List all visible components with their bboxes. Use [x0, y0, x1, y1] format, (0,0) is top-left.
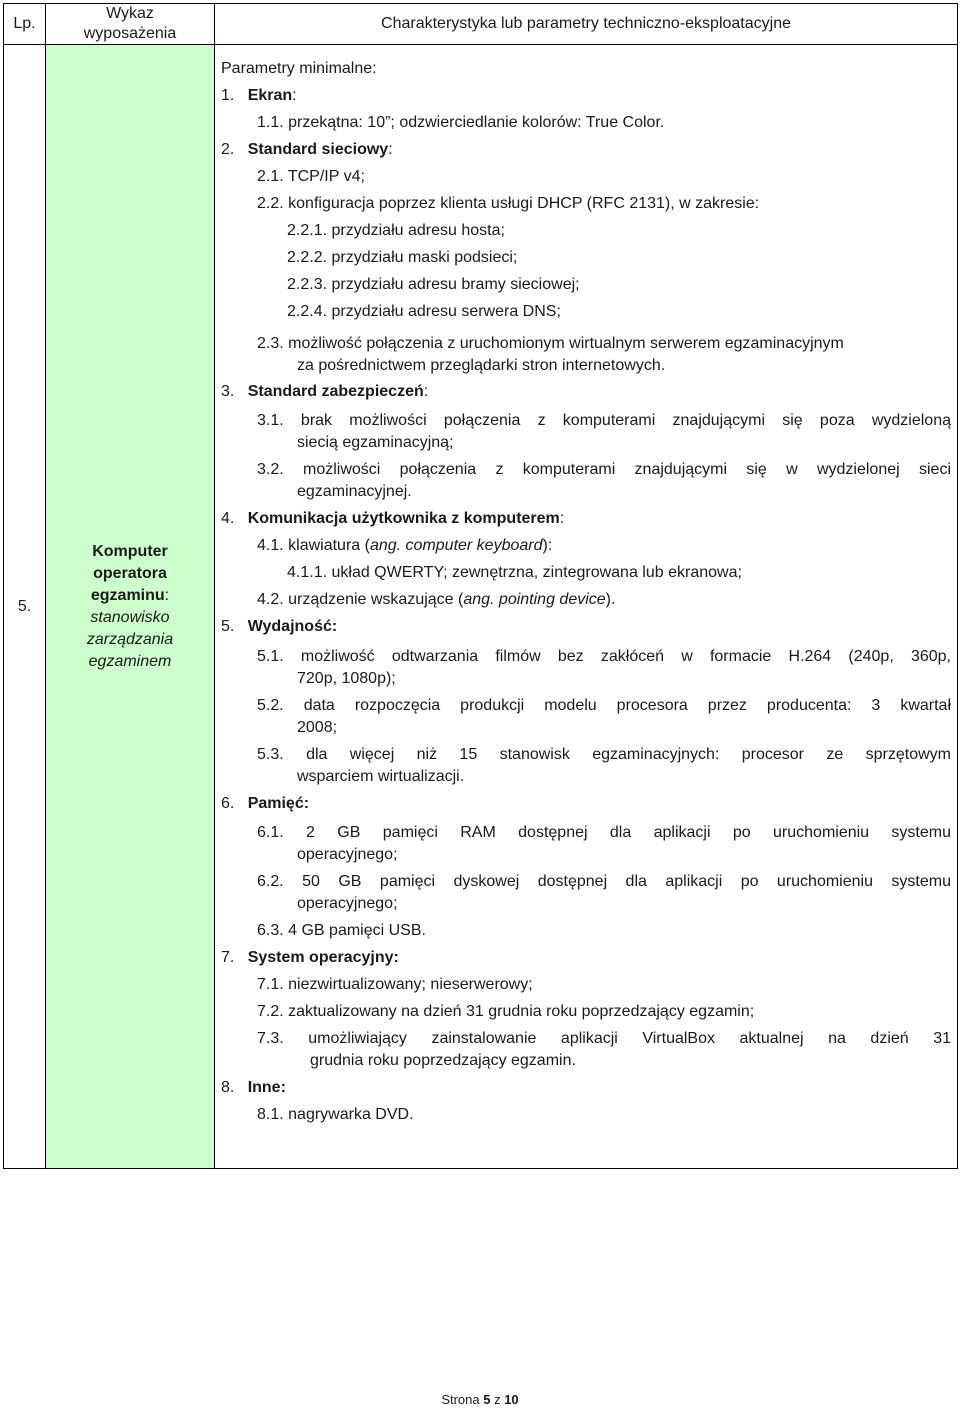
current-page: 5 [483, 1392, 491, 1407]
item-6-1: 6.1. 2 GB pamięci RAM dostępnej dla aplikacji po uruchomieniu systemu operacyjnego; [257, 824, 951, 863]
item-5-2: 5.2. data rozpoczęcia produkcji modelu procesora przez producenta: 3 kwartał 2008; [257, 697, 951, 736]
item-2-2: 2.2. konfiguracja poprzez klienta usługi DHCP (RFC 2131), w zakresie: [257, 195, 760, 212]
item-2-2-2: 2.2.2. przydziału maski podsieci; [287, 249, 518, 266]
equipment-table [3, 3, 958, 1169]
section-8: 8. Inne: [221, 1079, 286, 1096]
item-2-2-1: 2.2.1. przydziału adresu hosta; [287, 222, 505, 239]
item-1-1: 1.1. przekątna: 10”; odzwierciedlanie kolorów: True Color. [257, 114, 665, 131]
total-pages: 10 [504, 1392, 519, 1407]
item-2-1: 2.1. TCP/IP v4; [257, 168, 365, 185]
item-5-3: 5.3. dla więcej niż 15 stanowisk egzaminacyjnych: procesor ze sprzętowym wsparciem wirtualizacji. [257, 746, 951, 785]
section-4: 4. Komunikacja użytkownika z komputerem: [221, 510, 565, 527]
section-3: 3. Standard zabezpieczeń: [221, 383, 429, 400]
item-5-1: 5.1. możliwość odtwarzania filmów bez zakłóceń w formacie H.264 (240p, 360p, 720p, 1080p); [257, 648, 951, 687]
item-3-2: 3.2. możliwości połączenia z komputerami znajdującymi się w wydzielonej sieci egzaminacyjnej. [257, 461, 951, 500]
item-8-1: 8.1. nagrywarka DVD. [257, 1106, 414, 1123]
page-footer: Strona 5 z 10 [441, 1392, 519, 1407]
item-6-3: 6.3. 4 GB pamięci USB. [257, 922, 426, 939]
section-5: 5. Wydajność: [221, 618, 338, 635]
device-name-cell: Komputer operatora egzaminu: stanowisko zarządzania egzaminem [46, 45, 215, 1169]
row-number: 5. [4, 45, 46, 1169]
item-2-3: 2.3. możliwość połączenia z uruchomionym wirtualnym serwerem egzaminacyjnym za pośrednictwem przeglądarki stron internetowych. [257, 335, 844, 374]
item-4-1-1: 4.1.1. układ QWERTY; zewnętrzna, zintegrowana lub ekranowa; [287, 564, 742, 581]
table-row [4, 45, 958, 1169]
spec-intro: Parametry minimalne: [221, 60, 377, 77]
item-6-2: 6.2. 50 GB pamięci dyskowej dostępnej dla aplikacji po uruchomieniu systemu operacyjnego; [257, 873, 951, 912]
item-7-2: 7.2. zaktualizowany na dzień 31 grudnia roku poprzedzający egzamin; [257, 1003, 755, 1020]
header-charakterystyka: Charakterystyka lub parametry techniczno-eksploatacyjne [215, 4, 958, 45]
item-7-3: 7.3. umożliwiający zainstalowanie aplikacji VirtualBox aktualnej na dzień 31 grudnia roku poprzedzający egzamin. [257, 1030, 951, 1069]
item-3-1: 3.1. brak możliwości połączenia z komputerami znajdującymi się poza wydzieloną siecią egzaminacyjną; [257, 412, 951, 451]
section-7: 7. System operacyjny: [221, 949, 399, 966]
header-lp: Lp. [4, 4, 46, 45]
item-4-1: 4.1. klawiatura (ang. computer keyboard): [257, 537, 553, 554]
section-6: 6. Pamięć: [221, 795, 310, 812]
item-2-2-3: 2.2.3. przydziału adresu bramy sieciowej; [287, 276, 580, 293]
section-1: 1. Ekran: [221, 87, 297, 104]
section-2: 2. Standard sieciowy: [221, 141, 393, 158]
item-7-1: 7.1. niezwirtualizowany; nieserwerowy; [257, 976, 533, 993]
table-header-row [4, 4, 958, 45]
item-2-2-4: 2.2.4. przydziału adresu serwera DNS; [287, 303, 561, 320]
item-4-2: 4.2. urządzenie wskazujące (ang. pointing device). [257, 591, 616, 608]
specification-cell [215, 45, 958, 1169]
header-wykaz: Wykaz wyposażenia [46, 4, 215, 45]
